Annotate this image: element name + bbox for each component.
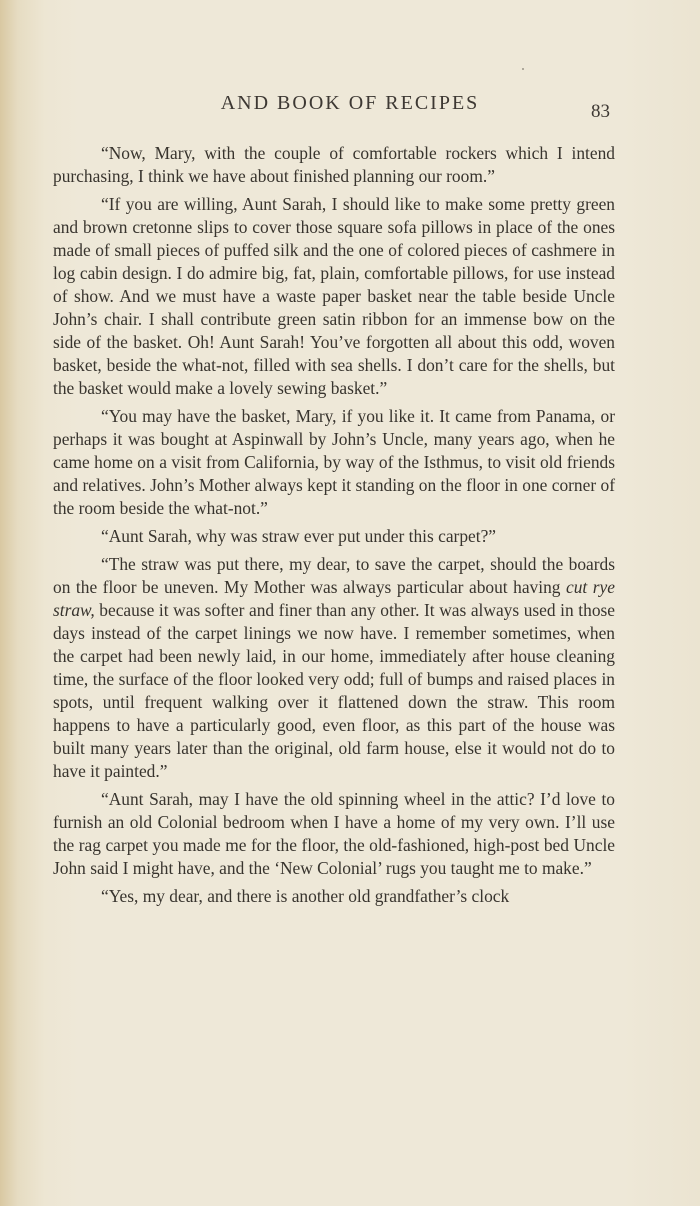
paragraph-2: “If you are willing, Aunt Sarah, I should like to make some pretty green and brown cretonne slips to cover those square sofa pillows in place of the ones made of small pieces of puffed silk and the one of colored pieces of cashmere in log cabin design. I do admire big, fat, plain, comfortable pillows, for use instead of show. And we must have a waste paper basket near the table beside Uncle John’s chair. I shall contribute green satin ribbon for an immense bow on the side of the basket. Oh! Aunt Sarah! You’ve forgotten all about this odd, woven basket, beside the what-not, filled with sea shells. I don’t care for the shells, but the basket would make a lovely sewing basket.” [53,194,615,398]
body-text [53,142,615,913]
paragraph-5 [53,553,615,783]
paper-speck [522,68,524,70]
paragraph-6: “Aunt Sarah, may I have the old spinning wheel in the attic? I’d love to furnish an old Colonial bedroom when I have a home of my very own. I’ll use the rag carpet you made me for the floor, the old-fashioned, high-post bed Uncle John said I might have, and the ‘New Colonial’ rugs you taught me to make.” [53,789,615,878]
paragraph-1: “Now, Mary, with the couple of comfortable rockers which I intend purchasing, I think we have about finished planning our room.” [53,143,615,186]
italic-phrase: cut rye straw, [53,577,615,620]
paragraph-4: “Aunt Sarah, why was straw ever put under this carpet?” [101,526,497,546]
paragraph-3: “You may have the basket, Mary, if you like it. It came from Panama, or perhaps it was bought at Aspinwall by John’s Uncle, many years ago, when he came home on a visit from California, by way of the Isthmus, to visit old friends and relatives. John’s Mother always kept it standing on the floor in one corner of the room beside the what-not.” [53,406,615,518]
running-head: AND BOOK OF RECIPES [220,92,480,114]
paragraph-5-text-before: “The straw was put there, my dear, to save the carpet, should the boards on the floor be uneven. My Mother was always particular about having [53,554,615,597]
page-number: 83 [591,101,610,122]
paragraph-7: “Yes, my dear, and there is another old grandfather’s clock [101,886,510,906]
paragraph-5-text-after: because it was softer and finer than any other. It was always used in those days instead of the carpet linings we now have. I remember sometimes, when the carpet had been newly laid, in our home, immediately after house cleaning time, the surface of the floor looked very odd; full of bumps and raised places in spots, until frequent walking over it flattened down the straw. This room happens to have a particularly good, even floor, as this part of the house was built many years later than the original, old farm house, else it would not do to have it painted.” [53,600,615,781]
